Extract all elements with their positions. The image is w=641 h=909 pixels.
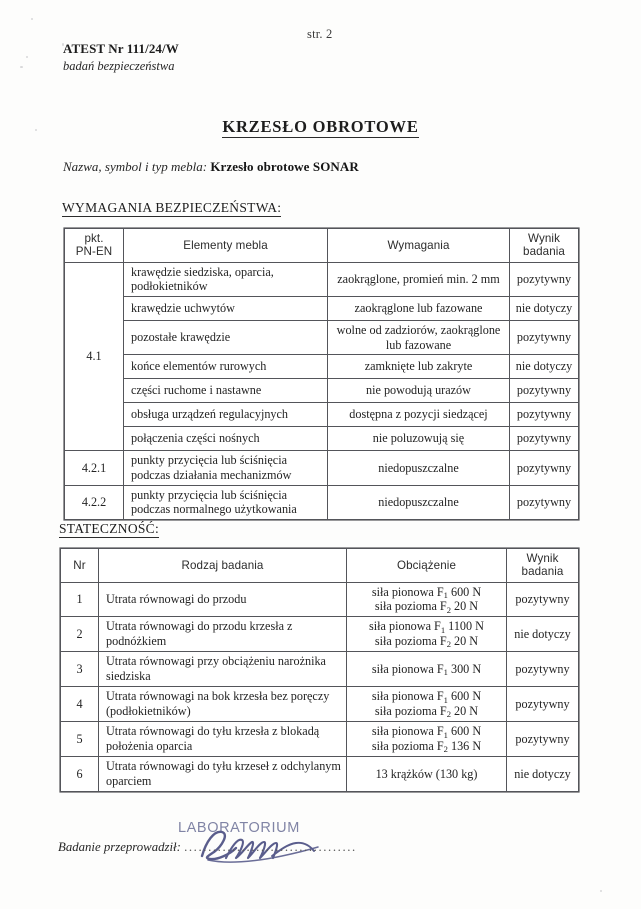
- column-header-nr: Nr: [61, 549, 99, 583]
- cell-element: krawędzie uchwytów: [124, 296, 328, 320]
- cell-result: pozytywny: [510, 379, 579, 403]
- column-header-pkt: [65, 229, 124, 263]
- table-row: [61, 721, 579, 756]
- cell-requirement: zamknięte lub zakryte: [328, 355, 510, 379]
- column-header-wynik-line2: badania: [521, 565, 564, 579]
- cell-result: nie dotyczy: [510, 296, 579, 320]
- column-header-obciazenie: Obciążenie: [347, 549, 507, 583]
- table-row: [65, 296, 579, 320]
- cell-result: nie dotyczy: [507, 616, 579, 651]
- cell-nr: 1: [61, 582, 99, 616]
- cell-load-line2: siła pozioma $F_2$ 136 N: [371, 738, 482, 755]
- table-header-row: [65, 229, 579, 263]
- cell-element: krawędzie siedziska, oparcia, podłokietników: [124, 262, 328, 296]
- cell-nr: 3: [61, 651, 99, 686]
- column-header-wynik: [507, 549, 579, 583]
- requirements-table: [64, 228, 579, 520]
- table-row: [61, 686, 579, 721]
- table-row: [65, 403, 579, 427]
- cell-load: [347, 756, 507, 791]
- cell-element: części ruchome i nastawne: [124, 379, 328, 403]
- table-row: [65, 355, 579, 379]
- table-row: [61, 582, 579, 616]
- column-header-wynik-line2: badania: [523, 245, 565, 259]
- page-number: str. 2: [307, 27, 333, 41]
- cell-requirement: niedopuszczalne: [328, 451, 510, 485]
- cell-nr: 6: [61, 756, 99, 791]
- table-row: [65, 262, 579, 296]
- table-header-row: [61, 549, 579, 583]
- scan-speckle: [600, 890, 602, 892]
- table-row: [65, 320, 579, 354]
- cell-nr: 2: [61, 616, 99, 651]
- cell-result: pozytywny: [507, 686, 579, 721]
- cell-load-line1: 13 krążków (130 kg): [375, 766, 478, 781]
- cell-result: nie dotyczy: [507, 756, 579, 791]
- scan-speckle: [26, 56, 28, 58]
- cell-test-name: Utrata równowagi do tyłu krzeseł z odchylanym oparciem: [99, 756, 347, 791]
- cell-result: pozytywny: [510, 403, 579, 427]
- cell-result: pozytywny: [510, 451, 579, 485]
- cell-result: nie dotyczy: [510, 355, 579, 379]
- column-header-pkt-line2: PN-EN: [75, 245, 113, 259]
- cell-requirement: niedopuszczalne: [328, 485, 510, 519]
- cell-load-line1: siła pionowa $F_1$ 300 N: [371, 661, 482, 678]
- cell-pkt-group: 4.2.2: [65, 485, 124, 519]
- cell-requirement: nie poluzowują się: [328, 427, 510, 451]
- column-header-wymagania: Wymagania: [328, 229, 510, 263]
- section-heading-requirements-text: WYMAGANIA BEZPIECZEŃSTWA:: [62, 200, 282, 215]
- product-name-line: [63, 159, 359, 175]
- section-heading-stability: [59, 521, 159, 537]
- cell-requirement: wolne od zadziorów, zaokrąglone lub fazowane: [328, 320, 510, 354]
- cell-test-name: Utrata równowagi na bok krzesła bez poręczy (podłokietników): [99, 686, 347, 721]
- cell-result: pozytywny: [510, 320, 579, 354]
- cell-load-line2: siła pozioma $F_2$ 20 N: [374, 703, 479, 720]
- atest-number: ATEST Nr 111/24/W: [63, 41, 179, 56]
- column-header-wynik: [510, 229, 579, 263]
- cell-result: pozytywny: [510, 427, 579, 451]
- scan-speckle: [20, 66, 23, 68]
- cell-result: pozytywny: [510, 485, 579, 519]
- document-header: [63, 41, 179, 74]
- cell-element: połączenia części nośnych: [124, 427, 328, 451]
- cell-result: pozytywny: [507, 721, 579, 756]
- cell-result: pozytywny: [507, 651, 579, 686]
- column-header-wynik-line1: Wynik: [526, 552, 559, 565]
- section-heading-stability-text: STATECZNOŚĆ:: [59, 521, 160, 536]
- table-row: [61, 651, 579, 686]
- table-row: [61, 756, 579, 791]
- cell-element: końce elementów rurowych: [124, 355, 328, 379]
- product-name-label: Nazwa, symbol i typ mebla:: [63, 159, 208, 174]
- column-header-pkt-line1: pkt.: [84, 232, 104, 245]
- cell-element: pozostałe krawędzie: [124, 320, 328, 354]
- cell-nr: 5: [61, 721, 99, 756]
- cell-test-name: Utrata równowagi przy obciążeniu narożnika siedziska: [99, 651, 347, 686]
- product-name-value: Krzesło obrotowe SONAR: [210, 159, 359, 174]
- table-row: [65, 451, 579, 485]
- cell-test-name: Utrata równowagi do tyłu krzesła z blokadą położenia oparcia: [99, 721, 347, 756]
- cell-pkt-group: 4.2.1: [65, 451, 124, 485]
- cell-load: [347, 616, 507, 651]
- cell-load: [347, 582, 507, 616]
- atest-subtitle: badań bezpieczeństwa: [63, 58, 175, 73]
- table-row: [61, 616, 579, 651]
- cell-result: pozytywny: [510, 262, 579, 296]
- cell-load-line1: siła pionowa $F_1$ 1100 N: [369, 619, 484, 635]
- cell-load: [347, 686, 507, 721]
- cell-requirement: nie powodują urazów: [328, 379, 510, 403]
- signature-line: [58, 840, 357, 855]
- cell-test-name: Utrata równowagi do przodu: [99, 582, 347, 616]
- cell-element: obsługa urządzeń regulacyjnych: [124, 403, 328, 427]
- cell-load-line2: siła pozioma $F_2$ 20 N: [374, 599, 479, 615]
- page-title-text: KRZESŁO OBROTOWE: [222, 117, 419, 136]
- cell-load-line1: siła pionowa $F_1$ 600 N: [371, 724, 482, 740]
- signature-dots: ....................................: [184, 840, 357, 854]
- cell-element: punkty przycięcia lub ściśnięcia podczas normalnego użytkowania: [124, 485, 328, 519]
- column-header-elementy: Elementy mebla: [124, 229, 328, 263]
- cell-requirement: zaokrąglone lub fazowane: [328, 296, 510, 320]
- column-header-rodzaj-badania: Rodzaj badania: [99, 549, 347, 583]
- cell-nr: 4: [61, 686, 99, 721]
- cell-load: [347, 651, 507, 686]
- section-heading-requirements: [62, 200, 281, 216]
- cell-result: pozytywny: [507, 582, 579, 616]
- scan-speckle: [31, 18, 33, 20]
- cell-load-line2: siła pozioma $F_2$ 20 N: [374, 633, 479, 650]
- table-row: [65, 379, 579, 403]
- signature-label: Badanie przeprowadził:: [58, 840, 181, 854]
- laboratory-stamp-text: LABORATORIUM: [178, 820, 300, 836]
- table-row: [65, 427, 579, 451]
- cell-load-line1: siła pionowa $F_1$ 600 N: [371, 689, 482, 705]
- cell-element: punkty przycięcia lub ściśnięcia podczas działania mechanizmów: [124, 451, 328, 485]
- cell-requirement: dostępna z pozycji siedzącej: [328, 403, 510, 427]
- cell-load: [347, 721, 507, 756]
- column-header-wynik-line1: Wynik: [528, 232, 560, 245]
- cell-pkt-group: 4.1: [65, 262, 124, 451]
- stability-table: [60, 548, 579, 792]
- cell-requirement: zaokrąglone, promień min. 2 mm: [328, 262, 510, 296]
- page-title: [0, 117, 641, 137]
- table-row: [65, 485, 579, 519]
- cell-load-line1: siła pionowa $F_1$ 600 N: [371, 584, 482, 601]
- cell-test-name: Utrata równowagi do przodu krzesła z podnóżkiem: [99, 616, 347, 651]
